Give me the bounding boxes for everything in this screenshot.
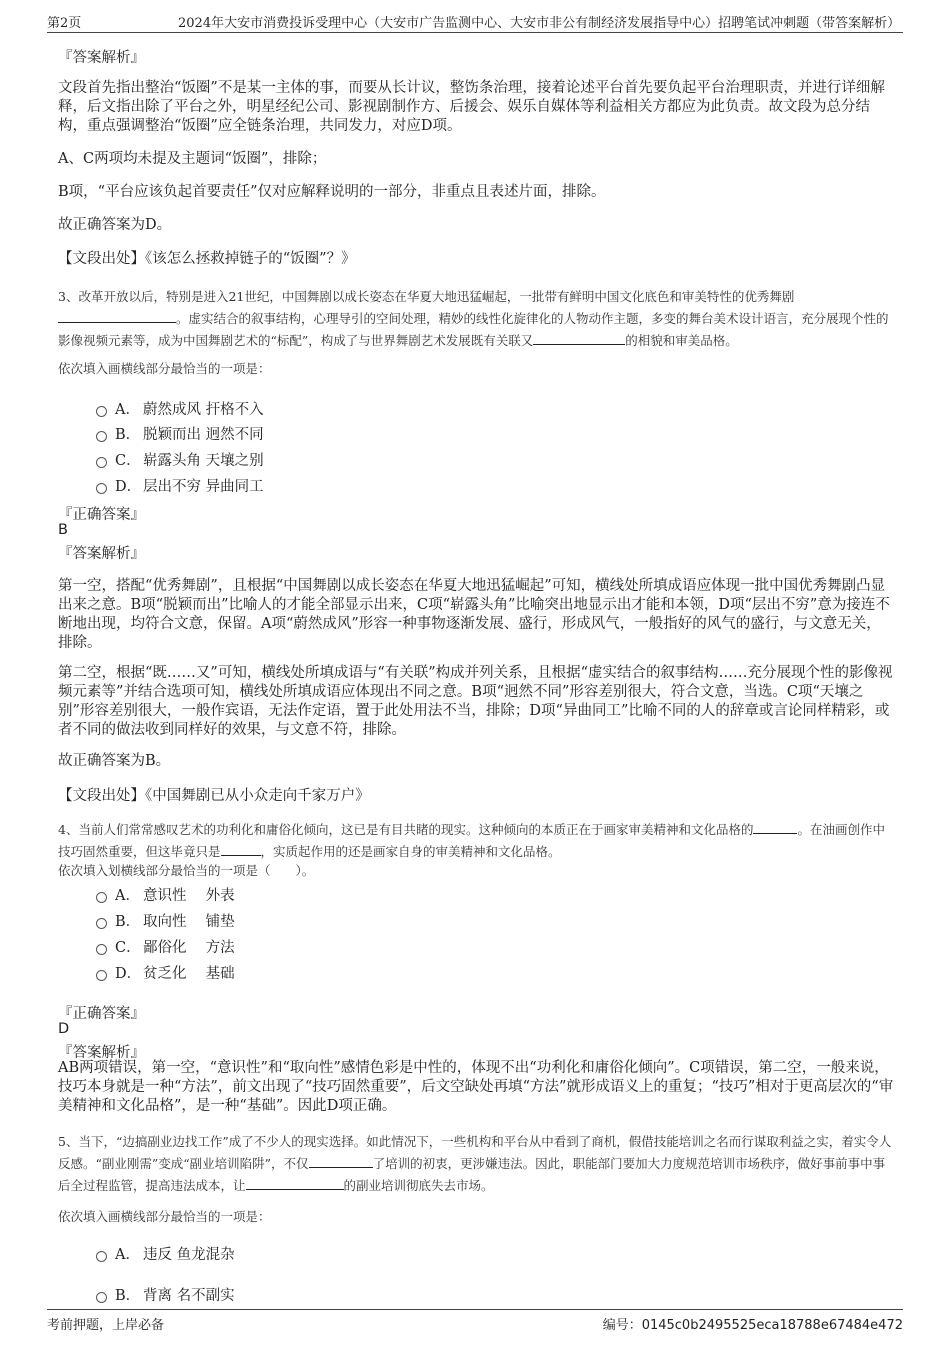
q3-stem-part-b: 。虚实结合的叙事结构，心理导引的空间处理，精妙的线性化旋律化的人物动作主题，多变的舞台美术设计语言，充分展现个性的影像视频元素等，成为中国舞剧艺术的“标配”，构成了与世界舞剧艺术发展既有关联又 <box>58 311 889 348</box>
q3-option-c[interactable]: C． 崭露头角 天壤之别 <box>96 449 264 470</box>
q3-analysis-p2: 第二空，根据“既……又”可知，横线处所填成语与“有关联”构成并列关系，且根据“虚实结合的叙事结构……充分展现个性的影像视频元素等”并结合选项可知，横线处所填成语应体现出不同之意。B项“迥然不同”形容差别很大，符合文意，当选。C项“天壤之别”形容差别很大，一般作宾语，无法作定语，置于此处用法不当，排除；D项“异曲同工”比喻不同的人的辞章或言论同样精彩，或者不同的做法收到同样好的效果，与文意不符，排除。 <box>58 665 893 738</box>
radio-icon[interactable] <box>96 483 107 494</box>
q3-stem <box>58 286 894 352</box>
q3-source: 【文段出处】《中国舞剧已从小众走向千家万户》 <box>58 788 370 804</box>
radio-icon[interactable] <box>96 892 107 903</box>
document-title: 2024年大安市消费投诉受理中心（大安市广告监测中心、大安市非公有制经济发展指导中心）招聘笔试冲刺题（带答案解析） <box>178 16 901 31</box>
q5-stem-part-a: 5、当下，“边搞副业边找工作”成了不少人的现实选择。如此情况下，一些机构和平台从中看到了商机，假借技能培训之名而行谋取利益之实，着实令人反感。“副业刚需”变成“副业培训陷阱”，不仅 <box>58 1134 892 1171</box>
q4-option-a[interactable]: A． 意识性 外表 <box>96 884 235 905</box>
q4-option-c[interactable]: C． 鄙俗化 方法 <box>96 936 235 957</box>
q3-blank-2 <box>533 332 625 345</box>
q3-analysis-p1: 第一空，搭配“优秀舞剧”，且根据“中国舞剧以成长姿态在华夏大地迅猛崛起”可知，横线处所填成语应体现一批中国优秀舞剧凸显出来之意。B项“脱颖而出”比喻人的才能全部显示出来，C项“崭露头角”比喻突出地显示出才能和本领，D项“层出不穷”意为接连不断地出现，均符合文意，保留。A项“蔚然成风”形容一种事物逐渐发展、盛行，形成风气，一般指好的风气的盛行，与文意无关，排除。 <box>58 578 890 651</box>
q4-answer-label: 『正确答案』 <box>58 1006 145 1022</box>
radio-icon[interactable] <box>96 1292 107 1303</box>
q5-stem-part-b: 了培训的初衷，更涉嫌违法。因此，职能部门要加大力度规范培训市场秩序，做好事前事中事后全过程监管，提高违法成本，让 <box>58 1156 886 1193</box>
q2-source: 【文段出处】《该怎么拯救掉链子的“饭圈”？》 <box>58 251 356 267</box>
q4-stem-part-a: 4、当前人们常常感叹艺术的功利化和庸俗化倾向，这已是有目共睹的现实。这种倾向的本质正在于画家审美精神和文化品格的 <box>58 822 754 837</box>
q3-answer: B <box>58 522 68 538</box>
footer-slogan: 考前押题，上岸必备 <box>47 1318 165 1333</box>
q3-answer-label: 『正确答案』 <box>58 507 145 523</box>
q4-option-b[interactable]: B． 取向性 铺垫 <box>96 910 235 931</box>
radio-icon[interactable] <box>96 918 107 929</box>
q5-option-b[interactable]: B． 背离 名不副实 <box>96 1284 235 1305</box>
q2-analysis-label: 『答案解析』 <box>58 50 145 66</box>
serial-value: 0145c0b2495525eca18788e67484e472 <box>641 1318 903 1333</box>
q4-stem-part-b: 。在油画创作中技巧固然重要，但这毕竟只是 <box>58 822 885 859</box>
q4-analysis-label: 『答案解析』 <box>58 1045 145 1061</box>
q4-blank-1 <box>753 821 797 834</box>
q2-analysis-p2: A、C两项均未提及主题词“饭圈”，排除； <box>58 151 327 167</box>
q5-stem <box>58 1131 894 1197</box>
q3-option-d[interactable]: D． 层出不穷 异曲同工 <box>96 475 264 496</box>
radio-icon[interactable] <box>96 431 107 442</box>
q4-prompt: 依次填入划横线部分最恰当的一项是（ ）。 <box>58 863 315 878</box>
q3-analysis-p3: 故正确答案为B。 <box>58 753 171 769</box>
header-rule <box>47 32 903 33</box>
q5-blank-2 <box>246 1177 344 1190</box>
q4-answer: D <box>58 1021 70 1037</box>
radio-icon[interactable] <box>96 944 107 955</box>
q3-analysis-label: 『答案解析』 <box>58 546 145 562</box>
q2-analysis-p3: B项，“平台应该负起首要责任”仅对应解释说明的一部分，非重点且表述片面，排除。 <box>58 184 606 200</box>
q5-stem-part-c: 的副业培训彻底失去市场。 <box>343 1178 494 1193</box>
page-number: 第2页 <box>47 16 82 31</box>
q4-stem <box>58 819 894 863</box>
q3-blank-1 <box>58 310 176 323</box>
q5-blank-1 <box>309 1155 373 1168</box>
q3-prompt: 依次填入画横线部分最恰当的一项是： <box>58 361 271 376</box>
serial-label: 编号： <box>602 1318 642 1333</box>
q4-blank-2 <box>221 843 261 856</box>
q5-prompt: 依次填入画横线部分最恰当的一项是： <box>58 1209 271 1224</box>
radio-icon[interactable] <box>96 406 107 417</box>
radio-icon[interactable] <box>96 457 107 468</box>
q3-option-b[interactable]: B． 脱颖而出 迥然不同 <box>96 423 264 444</box>
radio-icon[interactable] <box>96 1251 107 1262</box>
q4-stem-part-c: ，实质起作用的还是画家自身的审美精神和文化品格。 <box>260 844 561 859</box>
q4-option-d[interactable]: D． 贫乏化 基础 <box>96 962 235 983</box>
q2-analysis-p4: 故正确答案为D。 <box>58 217 172 233</box>
document-serial <box>603 1314 903 1333</box>
footer-rule <box>47 1309 903 1310</box>
radio-icon[interactable] <box>96 970 107 981</box>
q5-option-a[interactable]: A． 违反 鱼龙混杂 <box>96 1243 235 1264</box>
q2-analysis-p1: 文段首先指出整治“饭圈”不是某一主体的事，而要从长计议，整饬条治理，接着论述平台首先要负起平台治理职责，并进行详细解释，后文指出除了平台之外，明星经纪公司、影视剧制作方、后援会、娱乐自媒体等利益相关方都应为此负责。故文段为总分结构，重点强调整治“饭圈”应全链条治理，共同发力，对应D项。 <box>58 80 885 134</box>
q4-analysis-p1: AB两项错误，第一空，“意识性”和“取向性”感情色彩是中性的，体现不出“功利化和庸俗化倾向”。C项错误，第二空，一般来说，技巧本身就是一种“方法”，前文出现了“技巧固然重要”，后文空缺处再填“方法”就形成语义上的重复；“技巧”相对于更高层次的“审美精神和文化品格”，是一种“基础”。因此D项正确。 <box>58 1060 894 1114</box>
q3-stem-part-c: 的相貌和审美品格。 <box>625 333 738 348</box>
q3-stem-part-a: 3、改革开放以后，特别是进入21世纪，中国舞剧以成长姿态在华夏大地迅猛崛起，一批带有鲜明中国文化底色和审美特性的优秀舞剧 <box>58 289 795 304</box>
q3-option-a[interactable]: A． 蔚然成风 扞格不入 <box>96 398 264 419</box>
